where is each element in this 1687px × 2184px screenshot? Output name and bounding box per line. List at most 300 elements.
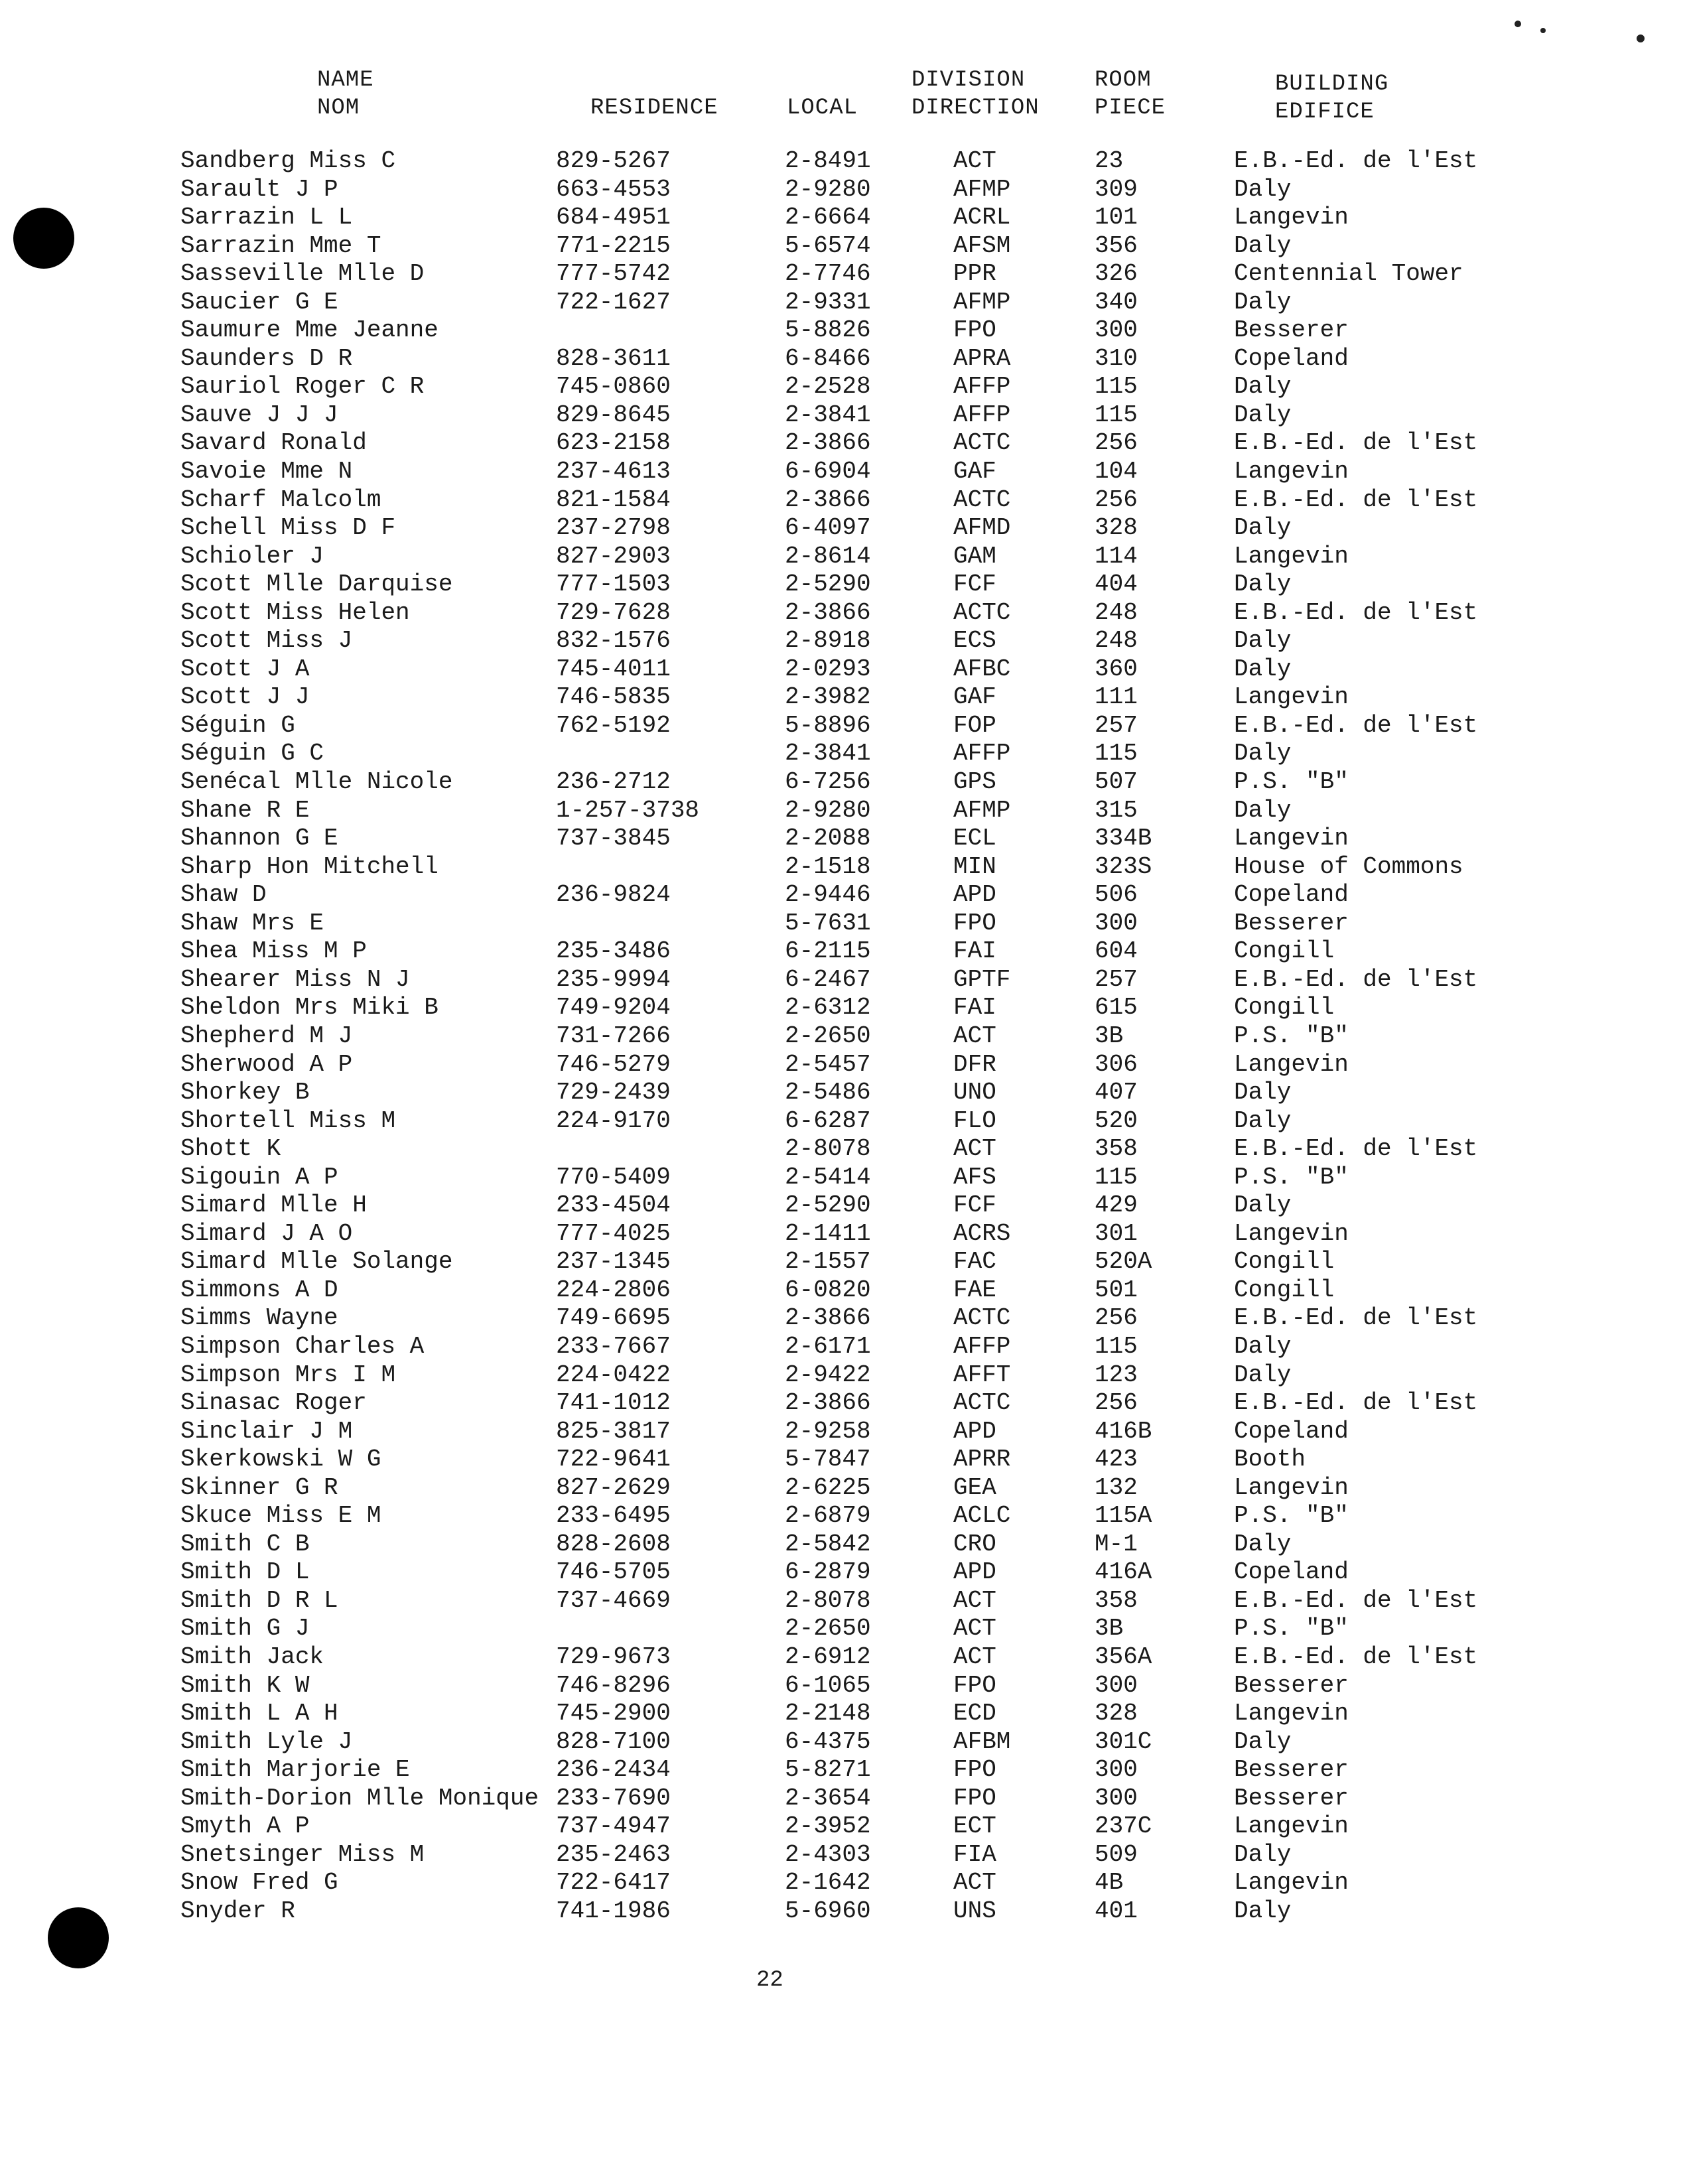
entry-residence-phone: 777-5742 (556, 260, 671, 288)
entry-building: Daly (1234, 288, 1292, 316)
entry-division: ACT (953, 147, 996, 174)
entry-building: Daly (1234, 1840, 1292, 1868)
entry-building: Congill (1234, 1276, 1335, 1304)
entry-room: 306 (1095, 1050, 1138, 1078)
entry-division: FLO (953, 1107, 996, 1134)
entry-residence-phone: 729-7628 (556, 598, 671, 626)
directory-list (0, 147, 1687, 1925)
directory-row (0, 514, 1687, 543)
entry-name: Scott Miss Helen (180, 598, 410, 626)
entry-residence-phone: 1-257-3738 (556, 796, 700, 824)
entry-name: Scott J J (180, 683, 310, 711)
entry-name: Smith D R L (180, 1586, 338, 1614)
entry-local-extension: 2-6664 (785, 204, 871, 232)
entry-name: Smith Jack (180, 1643, 324, 1671)
entry-building: Besserer (1234, 909, 1349, 937)
entry-division: UNS (953, 1897, 996, 1925)
entry-residence-phone: 233-6495 (556, 1502, 671, 1530)
entry-building: Langevin (1234, 458, 1349, 486)
entry-division: ACT (953, 1869, 996, 1897)
entry-building: Daly (1234, 1192, 1292, 1219)
entry-division: GAF (953, 683, 996, 711)
entry-residence-phone: 235-9994 (556, 965, 671, 993)
directory-row (0, 853, 1687, 882)
entry-local-extension: 6-4375 (785, 1728, 871, 1755)
entry-local-extension: 2-2650 (785, 1022, 871, 1050)
entry-division: AFMP (953, 796, 1011, 824)
entry-local-extension: 2-8078 (785, 1135, 871, 1163)
directory-row (0, 683, 1687, 712)
entry-local-extension: 2-6912 (785, 1643, 871, 1671)
entry-name: Skuce Miss E M (180, 1502, 381, 1530)
entry-building: Daly (1234, 1107, 1292, 1134)
entry-name: Saucier G E (180, 288, 338, 316)
entry-building: Besserer (1234, 1756, 1349, 1784)
entry-room: 334B (1095, 825, 1152, 853)
entry-building: Congill (1234, 994, 1335, 1022)
entry-division: ACT (953, 1586, 996, 1614)
entry-division: AFFP (953, 373, 1011, 401)
entry-division: ACRS (953, 1219, 1011, 1247)
entry-local-extension: 2-5486 (785, 1079, 871, 1107)
entry-local-extension: 2-3866 (785, 429, 871, 457)
entry-room: 300 (1095, 1671, 1138, 1699)
directory-row (0, 712, 1687, 740)
directory-row (0, 1276, 1687, 1305)
entry-division: APD (953, 881, 996, 909)
entry-name: Schioler J (180, 542, 324, 570)
directory-row (0, 1841, 1687, 1870)
entry-name: Shane R E (180, 796, 310, 824)
entry-room: 328 (1095, 1700, 1138, 1728)
entry-building: Congill (1234, 1248, 1335, 1276)
entry-local-extension: 2-3866 (785, 598, 871, 626)
directory-row (0, 1558, 1687, 1587)
entry-room: 423 (1095, 1446, 1138, 1473)
directory-row (0, 1051, 1687, 1079)
entry-residence-phone: 235-2463 (556, 1840, 671, 1868)
entry-division: ACT (953, 1643, 996, 1671)
entry-residence-phone: 825-3817 (556, 1417, 671, 1445)
entry-name: Shepherd M J (180, 1022, 353, 1050)
entry-local-extension: 2-8491 (785, 147, 871, 174)
directory-row (0, 1192, 1687, 1220)
entry-residence-phone: 729-9673 (556, 1643, 671, 1671)
entry-division: FCF (953, 1192, 996, 1219)
entry-local-extension: 2-3866 (785, 486, 871, 513)
directory-row (0, 1587, 1687, 1615)
entry-division: AFMD (953, 514, 1011, 542)
entry-division: FAI (953, 937, 996, 965)
entry-division: ECS (953, 627, 996, 655)
entry-building: Langevin (1234, 1219, 1349, 1247)
entry-name: Shaw Mrs E (180, 909, 324, 937)
entry-local-extension: 2-2528 (785, 373, 871, 401)
header-division-fr: DIRECTION (911, 96, 1040, 121)
entry-name: Scott Miss J (180, 627, 353, 655)
entry-residence-phone: 237-4613 (556, 458, 671, 486)
entry-room: 114 (1095, 542, 1138, 570)
entry-residence-phone: 224-0422 (556, 1361, 671, 1389)
entry-local-extension: 2-8614 (785, 542, 871, 570)
entry-name: Simard Mlle Solange (180, 1248, 453, 1276)
directory-row (0, 204, 1687, 232)
entry-name: Shortell Miss M (180, 1107, 396, 1134)
directory-row (0, 740, 1687, 768)
entry-room: 310 (1095, 344, 1138, 372)
entry-residence-phone: 729-2439 (556, 1079, 671, 1107)
entry-division: GPS (953, 768, 996, 796)
header-division-en: DIVISION (911, 68, 1026, 93)
entry-building: P.S. "B" (1234, 1022, 1349, 1050)
entry-residence-phone: 236-2712 (556, 768, 671, 796)
directory-row (0, 486, 1687, 515)
directory-row (0, 797, 1687, 825)
directory-row (0, 966, 1687, 994)
entry-name: Sinasac Roger (180, 1389, 367, 1417)
entry-division: ACT (953, 1135, 996, 1163)
entry-residence-phone: 746-5705 (556, 1558, 671, 1586)
entry-division: AFFP (953, 401, 1011, 429)
entry-room: 356 (1095, 232, 1138, 259)
entry-room: 358 (1095, 1135, 1138, 1163)
entry-name: Smith K W (180, 1671, 310, 1699)
entry-division: ACT (953, 1615, 996, 1643)
directory-row (0, 1079, 1687, 1107)
entry-local-extension: 2-8918 (785, 627, 871, 655)
entry-name: Smith Lyle J (180, 1728, 353, 1755)
directory-row (0, 1812, 1687, 1841)
entry-building: Langevin (1234, 1050, 1349, 1078)
entry-residence-phone: 745-0860 (556, 373, 671, 401)
entry-division: ACTC (953, 1304, 1011, 1332)
entry-name: Savoie Mme N (180, 458, 353, 486)
entry-building: Langevin (1234, 542, 1349, 570)
entry-residence-phone: 224-9170 (556, 1107, 671, 1134)
entry-division: AFFP (953, 740, 1011, 768)
entry-name: Séguin G (180, 711, 295, 739)
entry-name: Smith L A H (180, 1700, 338, 1728)
entry-room: 323S (1095, 853, 1152, 880)
entry-name: Sigouin A P (180, 1163, 338, 1191)
entry-building: Besserer (1234, 1671, 1349, 1699)
entry-name: Shorkey B (180, 1079, 310, 1107)
entry-room: 115 (1095, 373, 1138, 401)
entry-division: APRA (953, 344, 1011, 372)
directory-row (0, 655, 1687, 684)
header-division (911, 66, 1040, 122)
entry-residence-phone: 749-6695 (556, 1304, 671, 1332)
entry-local-extension: 5-6574 (785, 232, 871, 259)
entry-building: Daly (1234, 232, 1292, 259)
entry-local-extension: 2-3654 (785, 1784, 871, 1812)
entry-residence-phone: 623-2158 (556, 429, 671, 457)
entry-residence-phone: 737-4669 (556, 1586, 671, 1614)
entry-division: ACTC (953, 598, 1011, 626)
entry-room: 501 (1095, 1276, 1138, 1304)
entry-division: FPO (953, 1671, 996, 1699)
directory-row (0, 1418, 1687, 1446)
entry-room: 404 (1095, 571, 1138, 598)
entry-division: ECT (953, 1812, 996, 1840)
directory-row (0, 1164, 1687, 1192)
entry-division: PPR (953, 260, 996, 288)
entry-division: DFR (953, 1050, 996, 1078)
entry-room: 111 (1095, 683, 1138, 711)
entry-division: ACRL (953, 204, 1011, 232)
entry-name: Sinclair J M (180, 1417, 353, 1445)
directory-row (0, 571, 1687, 599)
speck (1637, 34, 1645, 42)
entry-building: Daly (1234, 1897, 1292, 1925)
entry-local-extension: 2-9258 (785, 1417, 871, 1445)
entry-local-extension: 2-9280 (785, 796, 871, 824)
entry-room: 256 (1095, 486, 1138, 513)
entry-local-extension: 2-8078 (785, 1586, 871, 1614)
entry-local-extension: 2-2088 (785, 825, 871, 853)
entry-room: 115 (1095, 1332, 1138, 1360)
entry-name: Saunders D R (180, 344, 353, 372)
entry-residence-phone: 829-8645 (556, 401, 671, 429)
entry-local-extension: 5-8271 (785, 1756, 871, 1784)
entry-local-extension: 5-7847 (785, 1446, 871, 1473)
entry-division: AFMP (953, 175, 1011, 203)
directory-row (0, 1220, 1687, 1249)
entry-name: Schell Miss D F (180, 514, 396, 542)
header-room (1095, 66, 1166, 122)
entry-residence-phone: 746-8296 (556, 1671, 671, 1699)
entry-division: APRR (953, 1446, 1011, 1473)
directory-row (0, 1869, 1687, 1897)
entry-residence-phone: 745-2900 (556, 1700, 671, 1728)
entry-division: AFSM (953, 232, 1011, 259)
entry-room: 300 (1095, 1756, 1138, 1784)
directory-row (0, 1304, 1687, 1333)
entry-room: 520A (1095, 1248, 1152, 1276)
entry-building: Besserer (1234, 1784, 1349, 1812)
entry-name: Smith D L (180, 1558, 310, 1586)
entry-local-extension: 6-1065 (785, 1671, 871, 1699)
entry-residence-phone: 827-2629 (556, 1473, 671, 1501)
entry-building: Daly (1234, 740, 1292, 768)
entry-residence-phone: 722-6417 (556, 1869, 671, 1897)
entry-name: Shannon G E (180, 825, 338, 853)
entry-name: Scott Mlle Darquise (180, 571, 453, 598)
entry-room: 360 (1095, 655, 1138, 683)
entry-room: 115A (1095, 1502, 1152, 1530)
entry-local-extension: 5-8896 (785, 711, 871, 739)
entry-name: Simmons A D (180, 1276, 338, 1304)
entry-building: E.B.-Ed. de l'Est (1234, 1304, 1478, 1332)
entry-room: 23 (1095, 147, 1124, 174)
directory-row (0, 1897, 1687, 1926)
entry-name: Skinner G R (180, 1473, 338, 1501)
entry-local-extension: 2-1411 (785, 1219, 871, 1247)
entry-building: Langevin (1234, 1812, 1349, 1840)
entry-local-extension: 2-5842 (785, 1530, 871, 1558)
entry-division: GAF (953, 458, 996, 486)
entry-name: Sarault J P (180, 175, 338, 203)
entry-name: Sheldon Mrs Miki B (180, 994, 439, 1022)
directory-row (0, 1022, 1687, 1051)
entry-building: P.S. "B" (1234, 1163, 1349, 1191)
entry-name: Séguin G C (180, 740, 324, 768)
directory-row (0, 1361, 1687, 1390)
header-room-en: ROOM (1095, 68, 1152, 93)
entry-room: 315 (1095, 796, 1138, 824)
entry-building: Langevin (1234, 1869, 1349, 1897)
entry-name: Sarrazin Mme T (180, 232, 381, 259)
entry-name: Skerkowski W G (180, 1446, 381, 1473)
entry-local-extension: 5-6960 (785, 1897, 871, 1925)
entry-name: Savard Ronald (180, 429, 367, 457)
entry-building: E.B.-Ed. de l'Est (1234, 1389, 1478, 1417)
entry-division: FPO (953, 316, 996, 344)
entry-name: Smith C B (180, 1530, 310, 1558)
entry-building: Daly (1234, 373, 1292, 401)
entry-division: AFFT (953, 1361, 1011, 1389)
entry-room: 340 (1095, 288, 1138, 316)
entry-residence-phone: 233-7690 (556, 1784, 671, 1812)
directory-row (0, 232, 1687, 261)
entry-room: 358 (1095, 1586, 1138, 1614)
entry-room: 237C (1095, 1812, 1152, 1840)
directory-row (0, 176, 1687, 204)
entry-residence-phone: 722-9641 (556, 1446, 671, 1473)
entry-residence-phone: 237-1345 (556, 1248, 671, 1276)
entry-residence-phone: 832-1576 (556, 627, 671, 655)
entry-room: 604 (1095, 937, 1138, 965)
entry-room: 4B (1095, 1869, 1124, 1897)
entry-building: E.B.-Ed. de l'Est (1234, 965, 1478, 993)
entry-room: 326 (1095, 260, 1138, 288)
entry-residence-phone: 737-4947 (556, 1812, 671, 1840)
header-name-fr: NOM (317, 96, 360, 121)
entry-residence-phone: 777-1503 (556, 571, 671, 598)
entry-division: GAM (953, 542, 996, 570)
entry-building: Copeland (1234, 344, 1349, 372)
entry-local-extension: 2-7746 (785, 260, 871, 288)
entry-room: 615 (1095, 994, 1138, 1022)
entry-room: 104 (1095, 458, 1138, 486)
directory-row (0, 937, 1687, 966)
entry-building: Besserer (1234, 316, 1349, 344)
page-number: 22 (756, 1968, 783, 1993)
entry-building: E.B.-Ed. de l'Est (1234, 486, 1478, 513)
entry-name: Snetsinger Miss M (180, 1840, 425, 1868)
entry-local-extension: 2-3952 (785, 1812, 871, 1840)
directory-row (0, 429, 1687, 458)
entry-division: MIN (953, 853, 996, 880)
entry-residence-phone: 777-4025 (556, 1219, 671, 1247)
entry-building: Copeland (1234, 1417, 1349, 1445)
directory-row (0, 627, 1687, 655)
directory-row (0, 1728, 1687, 1757)
entry-division: FPO (953, 909, 996, 937)
entry-residence-phone: 236-2434 (556, 1756, 671, 1784)
entry-division: ECL (953, 825, 996, 853)
entry-room: 300 (1095, 909, 1138, 937)
entry-local-extension: 2-3841 (785, 740, 871, 768)
entry-building: Daly (1234, 571, 1292, 598)
entry-name: Smyth A P (180, 1812, 310, 1840)
entry-local-extension: 5-7631 (785, 909, 871, 937)
entry-name: Sauriol Roger C R (180, 373, 425, 401)
header-name (317, 66, 374, 122)
entry-local-extension: 2-2650 (785, 1615, 871, 1643)
entry-building: House of Commons (1234, 853, 1463, 880)
entry-local-extension: 2-4303 (785, 1840, 871, 1868)
entry-division: ACLC (953, 1502, 1011, 1530)
entry-building: E.B.-Ed. de l'Est (1234, 1643, 1478, 1671)
entry-name: Scharf Malcolm (180, 486, 381, 513)
directory-row (0, 910, 1687, 938)
entry-division: ACTC (953, 429, 1011, 457)
entry-local-extension: 2-0293 (785, 655, 871, 683)
entry-building: Daly (1234, 401, 1292, 429)
entry-name: Sandberg Miss C (180, 147, 396, 174)
entry-room: 356A (1095, 1643, 1152, 1671)
entry-residence-phone: 233-4504 (556, 1192, 671, 1219)
entry-local-extension: 6-2467 (785, 965, 871, 993)
entry-name: Snyder R (180, 1897, 295, 1925)
header-building-fr: EDIFICE (1275, 100, 1375, 125)
entry-name: Shea Miss M P (180, 937, 367, 965)
directory-row (0, 401, 1687, 430)
entry-room: 328 (1095, 514, 1138, 542)
entry-room: 309 (1095, 175, 1138, 203)
entry-building: Copeland (1234, 881, 1349, 909)
entry-residence-phone: 762-5192 (556, 711, 671, 739)
entry-building: Booth (1234, 1446, 1306, 1473)
entry-room: 248 (1095, 598, 1138, 626)
entry-room: 429 (1095, 1192, 1138, 1219)
directory-row (0, 768, 1687, 797)
entry-room: 3B (1095, 1615, 1124, 1643)
entry-residence-phone: 829-5267 (556, 147, 671, 174)
entry-name: Sauve J J J (180, 401, 338, 429)
entry-name: Shearer Miss N J (180, 965, 410, 993)
entry-division: GEA (953, 1473, 996, 1501)
entry-residence-phone: 722-1627 (556, 288, 671, 316)
entry-room: 300 (1095, 316, 1138, 344)
entry-residence-phone: 746-5279 (556, 1050, 671, 1078)
entry-room: 507 (1095, 768, 1138, 796)
entry-building: Daly (1234, 1728, 1292, 1755)
entry-local-extension: 2-1518 (785, 853, 871, 880)
entry-name: Snow Fred G (180, 1869, 338, 1897)
speck (1540, 28, 1546, 33)
entry-residence-phone: 741-1012 (556, 1389, 671, 1417)
directory-row (0, 1107, 1687, 1136)
entry-room: 256 (1095, 1304, 1138, 1332)
entry-residence-phone: 745-4011 (556, 655, 671, 683)
entry-room: 3B (1095, 1022, 1124, 1050)
entry-name: Simard J A O (180, 1219, 353, 1247)
entry-local-extension: 2-5290 (785, 1192, 871, 1219)
entry-name: Simpson Mrs I M (180, 1361, 396, 1389)
directory-row (0, 1474, 1687, 1503)
entry-local-extension: 2-2148 (785, 1700, 871, 1728)
entry-division: GPTF (953, 965, 1011, 993)
entry-building: Copeland (1234, 1558, 1349, 1586)
entry-building: Daly (1234, 1079, 1292, 1107)
directory-row (0, 1531, 1687, 1559)
entry-division: ACT (953, 1022, 996, 1050)
entry-local-extension: 2-6312 (785, 994, 871, 1022)
entry-local-extension: 2-6171 (785, 1332, 871, 1360)
entry-building: E.B.-Ed. de l'Est (1234, 429, 1478, 457)
